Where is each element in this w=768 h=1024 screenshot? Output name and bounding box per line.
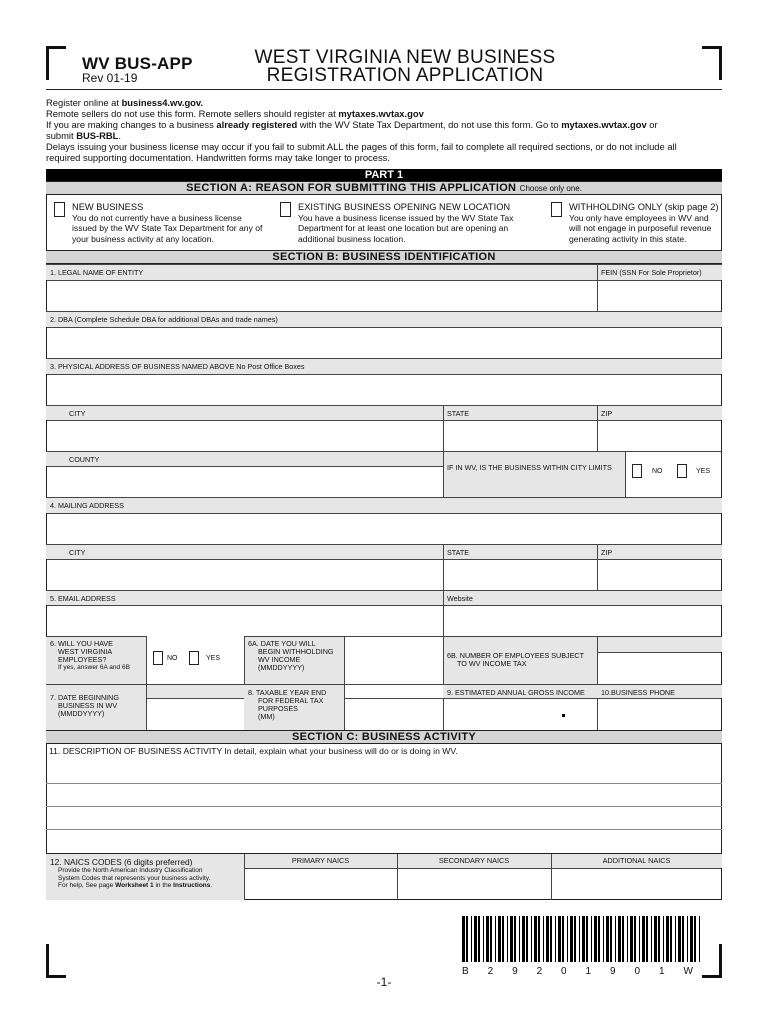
city-limits-yes-checkbox[interactable]: [677, 464, 687, 478]
barcode-bar: [642, 916, 645, 962]
physical-state-label: STATE: [443, 405, 597, 420]
divider: [551, 854, 552, 900]
crop-mark-top-right: [702, 46, 722, 80]
barcode-bar: [483, 916, 484, 962]
mailing-zip-field[interactable]: [598, 559, 721, 590]
barcode-bar: [654, 916, 657, 962]
barcode-bar: [514, 916, 516, 962]
barcode-digit: 9: [610, 966, 617, 977]
gross-income-field[interactable]: [444, 698, 597, 730]
form-title-line2: REGISTRATION APPLICATION: [266, 65, 544, 86]
divider: [443, 544, 444, 590]
crop-mark-top-left: [46, 46, 66, 80]
barcode-bar: [663, 916, 664, 962]
withholding-only-checkbox[interactable]: [551, 202, 562, 217]
barcode-bar: [610, 916, 612, 962]
section-c-header: SECTION C: BUSINESS ACTIVITY: [46, 730, 722, 744]
barcode-bar: [670, 916, 672, 962]
barcode-bar: [531, 916, 532, 962]
physical-zip-field[interactable]: [598, 420, 721, 451]
crop-mark-bottom-left: [46, 944, 66, 978]
physical-city-field[interactable]: [47, 420, 443, 451]
physical-address-field[interactable]: [47, 374, 721, 405]
barcode-bar: [546, 916, 549, 962]
barcode-bar: [574, 916, 576, 962]
option-withholding-only: WITHHOLDING ONLY (skip page 2) You only have employees in WV and will not engage in purposeful revenue generating activity in this state.: [569, 202, 719, 244]
county-label: COUNTY: [46, 451, 443, 466]
mailing-address-label: 4. MAILING ADDRESS: [46, 497, 722, 513]
email-label: 5. EMAIL ADDRESS: [46, 590, 443, 605]
mailing-zip-label: ZIP: [597, 544, 722, 559]
q10-label: 10.BUSINESS PHONE: [597, 684, 722, 698]
barcode-bar: [558, 916, 561, 962]
barcode-bar: [630, 916, 633, 962]
divider: [597, 264, 598, 311]
secondary-naics-field[interactable]: [398, 868, 551, 899]
existing-business-checkbox[interactable]: [280, 202, 291, 217]
fein-label: FEIN (SSN For Sole Proprietor): [597, 264, 722, 280]
dba-field[interactable]: [47, 327, 721, 358]
employee-count-field[interactable]: [598, 652, 721, 684]
barcode-digit: 2: [536, 966, 544, 977]
county-field[interactable]: [47, 466, 443, 497]
q6-label: 6. WILL YOU HAVE WEST VIRGINIA EMPLOYEES? If yes, answer 6A and 6B: [46, 636, 146, 684]
divider: [244, 854, 245, 900]
form-title-line1: WEST VIRGINIA NEW BUSINESS: [254, 47, 556, 68]
city-limits-no-label: NO: [652, 468, 663, 475]
q7-field-header: [146, 684, 244, 698]
q6b-field-header: [597, 636, 722, 652]
barcode-digit: B: [462, 966, 470, 977]
intro-line-5: Delays issuing your business license may occur if you fail to submit ALL the pages of this form, fail to complete all required sections, or do not include all: [46, 141, 677, 152]
barcode-bar: [495, 916, 496, 962]
legal-name-label: 1. LEGAL NAME OF ENTITY: [46, 264, 597, 280]
barcode-bar: [498, 916, 501, 962]
decimal-point: [562, 714, 565, 717]
barcode-bar: [694, 916, 696, 962]
barcode-bar: [666, 916, 669, 962]
writing-line: [46, 829, 722, 830]
secondary-naics-label: SECONDARY NAICS: [397, 854, 551, 868]
employees-no-label: NO: [167, 655, 178, 662]
barcode-bar: [526, 916, 528, 962]
mailing-city-label: CITY: [46, 544, 443, 559]
barcode-bar: [555, 916, 556, 962]
barcode-bar: [594, 916, 597, 962]
barcode-bar: [699, 916, 700, 962]
city-limits-yes-label: YES: [696, 468, 711, 475]
withholding-date-field[interactable]: [345, 636, 443, 684]
divider: [443, 590, 444, 636]
barcode-bar: [598, 916, 600, 962]
primary-naics-field[interactable]: [245, 868, 397, 899]
q12-label: 12. NAICS CODES (6 digits preferred) Provide the North American Industry Classification System Codes that represents your business activity. For help, See page Worksheet 1 in the Instructions.: [46, 854, 244, 900]
q7-label: 7. DATE BEGINNING BUSINESS IN WV (MMDDYYYY): [46, 684, 146, 730]
barcode-digit: W: [683, 966, 694, 977]
barcode-bar: [682, 916, 684, 962]
q9-label: 9. ESTIMATED ANNUAL GROSS INCOME: [443, 684, 597, 698]
legal-name-field[interactable]: [47, 280, 597, 311]
barcode-bar: [651, 916, 652, 962]
option-new-business: NEW BUSINESS You do not currently have a business license issued by the WV State Tax Department for any of your business activity at any location.: [72, 202, 263, 244]
section-b-header: SECTION B: BUSINESS IDENTIFICATION: [46, 250, 722, 264]
mytaxes-link[interactable]: mytaxes.wvtax.gov: [338, 108, 424, 119]
barcode-bar: [675, 916, 676, 962]
option-existing-business: EXISTING BUSINESS OPENING NEW LOCATION You have a business license issued by the WV State Tax Department for at least one location but are opening an additional business location.: [298, 202, 514, 244]
physical-state-field[interactable]: [444, 420, 597, 451]
barcode-bar: [658, 916, 660, 962]
intro-line-1: Register online at business4.wv.gov.: [46, 97, 204, 108]
divider: [397, 854, 398, 900]
barcode-bar: [622, 916, 624, 962]
business-start-date-field[interactable]: [146, 698, 244, 730]
barcode-bar: [519, 916, 520, 962]
barcode-bar: [567, 916, 568, 962]
employees-no-checkbox[interactable]: [153, 651, 163, 665]
q6a-label: 6A. DATE YOU WILL BEGIN WITHHOLDING WV INCOME (MMDDYYYY): [244, 636, 344, 684]
barcode-digit: 1: [658, 966, 666, 977]
mailing-state-label: STATE: [443, 544, 597, 559]
barcode-bar: [478, 916, 480, 962]
barcode-bar: [639, 916, 640, 962]
physical-city-label: CITY: [46, 405, 443, 420]
barcode-bar: [634, 916, 636, 962]
barcode-bar: [606, 916, 609, 962]
barcode-number: [462, 966, 694, 977]
taxable-year-end-field[interactable]: [345, 698, 443, 730]
primary-naics-label: PRIMARY NAICS: [244, 854, 397, 868]
intro-line-2: Remote sellers do not use this form. Remote sellers should register at mytaxes.wvtax.gov: [46, 108, 424, 119]
barcode-bar: [646, 916, 648, 962]
mailing-address-field[interactable]: [47, 513, 721, 544]
intro-line-3: If you are making changes to a business already registered with the WV State Tax Department, do not use this form. Go to mytaxes.wvtax.gov or: [46, 119, 658, 130]
writing-line: [46, 806, 722, 807]
barcode-bar: [507, 916, 508, 962]
website-label: Website: [443, 590, 722, 605]
barcode-bar: [603, 916, 604, 962]
online-registration-link[interactable]: business4.wv.gov.: [121, 97, 204, 108]
barcode-bar: [615, 916, 616, 962]
barcode-bar: [627, 916, 628, 962]
barcode-bar: [466, 916, 468, 962]
q6b-label: 6B. NUMBER OF EMPLOYEES SUBJECT TO WV INCOME TAX: [443, 636, 597, 684]
divider: [443, 451, 444, 497]
employees-yes-checkbox[interactable]: [189, 651, 199, 665]
barcode-bar: [510, 916, 513, 962]
intro-line-6: required supporting documentation. Handwritten forms may take longer to process.: [46, 152, 390, 163]
q8-label: 8. TAXABLE YEAR END FOR FEDERAL TAX PURPOSES (MM): [244, 684, 344, 730]
barcode-bar: [462, 916, 465, 962]
mytaxes-link-2[interactable]: mytaxes.wvtax.gov: [561, 119, 647, 130]
city-limits-no-checkbox[interactable]: [632, 464, 642, 478]
city-limits-question: IF IN WV, IS THE BUSINESS WITHIN CITY LIMITS: [443, 451, 625, 497]
q11-label: 11. DESCRIPTION OF BUSINESS ACTIVITY In detail, explain what your business will do or is doing in WV.: [49, 746, 458, 756]
part-label: PART 1: [46, 169, 722, 181]
barcode-bar: [486, 916, 489, 962]
writing-line: [46, 783, 722, 784]
barcode-bar: [591, 916, 592, 962]
barcode-bar: [490, 916, 492, 962]
barcode-bar: [687, 916, 688, 962]
barcode-bar: [550, 916, 552, 962]
divider: [146, 636, 147, 730]
divider: [597, 544, 598, 590]
header-rule: [46, 89, 722, 90]
form-revision: Rev 01-19: [82, 71, 138, 85]
barcode-bar: [570, 916, 573, 962]
barcode-digit: 0: [561, 966, 568, 977]
additional-naics-label: ADDITIONAL NAICS: [551, 854, 722, 868]
mailing-city-field[interactable]: [47, 559, 443, 590]
barcode-bar: [502, 916, 504, 962]
barcode-bar: [471, 916, 472, 962]
barcode-bar: [579, 916, 580, 962]
divider: [443, 405, 444, 451]
barcode-bar: [474, 916, 477, 962]
employees-yes-label: YES: [206, 655, 221, 662]
mailing-state-field[interactable]: [444, 559, 597, 590]
email-field[interactable]: [47, 605, 443, 636]
additional-naics-field[interactable]: [552, 868, 721, 899]
fein-field[interactable]: [598, 280, 721, 311]
barcode-bar: [690, 916, 693, 962]
divider: [597, 405, 598, 451]
barcode-bar: [582, 916, 585, 962]
section-a-header: SECTION A: REASON FOR SUBMITTING THIS APPLICATION Choose only one.: [46, 181, 722, 195]
barcode-bar: [522, 916, 525, 962]
barcode-bar: [562, 916, 564, 962]
website-field[interactable]: [444, 605, 721, 636]
barcode-digit: 9: [512, 966, 519, 977]
barcode: [460, 916, 710, 962]
new-business-checkbox[interactable]: [54, 202, 65, 217]
dba-label: 2. DBA (Complete Schedule DBA for additional DBAs and trade names): [46, 311, 722, 327]
barcode-bar: [538, 916, 540, 962]
barcode-digit: 2: [487, 966, 495, 977]
business-phone-field[interactable]: [598, 698, 721, 730]
barcode-digit: 1: [585, 966, 593, 977]
barcode-bar: [678, 916, 681, 962]
intro-line-4: submit BUS-RBL.: [46, 130, 122, 141]
physical-address-label: 3. PHYSICAL ADDRESS OF BUSINESS NAMED ABOVE No Post Office Boxes: [46, 358, 722, 374]
q8-field-top: [345, 684, 443, 698]
barcode-bar: [534, 916, 537, 962]
page-number: -1-: [376, 975, 392, 989]
physical-zip-label: ZIP: [597, 405, 722, 420]
form-code: WV BUS-APP: [82, 54, 193, 73]
barcode-bar: [543, 916, 544, 962]
barcode-bar: [618, 916, 621, 962]
barcode-digit: 0: [634, 966, 642, 977]
barcode-bar: [586, 916, 588, 962]
